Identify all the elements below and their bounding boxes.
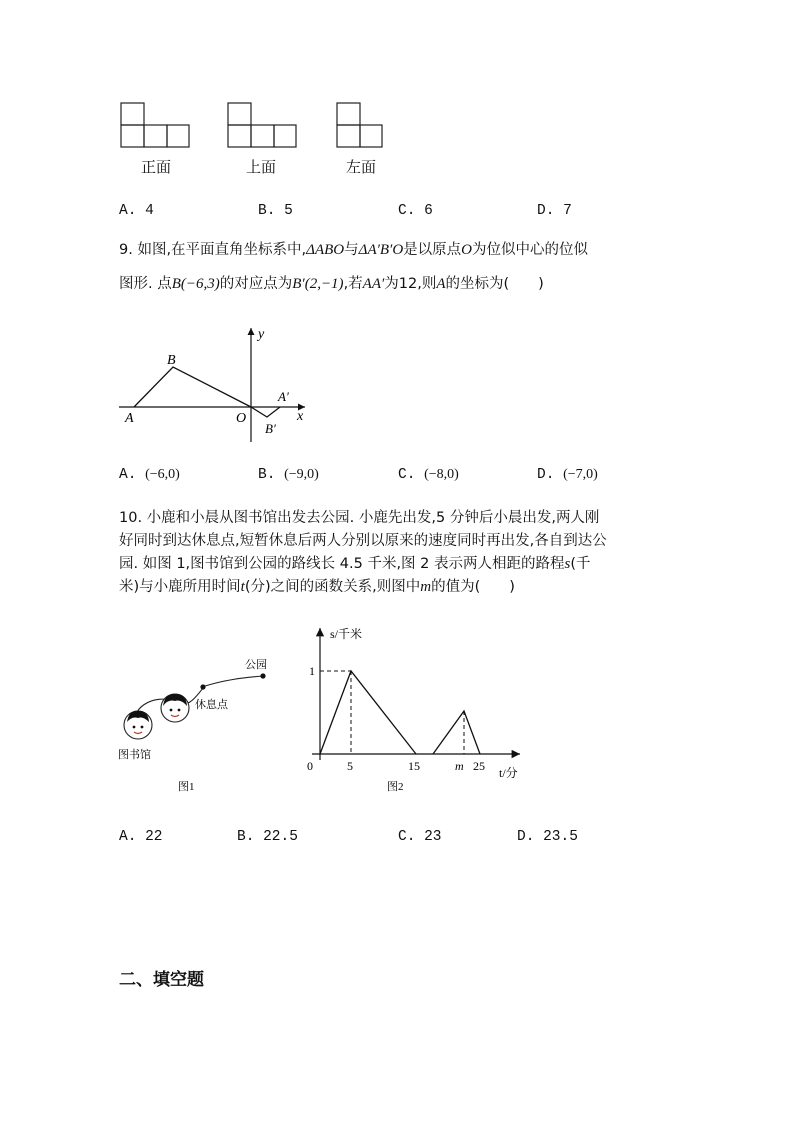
three-view-figures (118, 100, 398, 152)
x-tick-15: 15 (408, 759, 420, 773)
x-tick-0: 0 (307, 759, 313, 773)
q10-line-4: 米)与小鹿所用时间t(分)之间的函数关系,则图中m的值为( ) (119, 579, 515, 595)
label-y: y (258, 327, 265, 342)
triangle-abo-shape (134, 367, 251, 407)
label-a: A (125, 411, 134, 426)
q9-option-b[interactable]: B. (−9,0) (258, 467, 319, 483)
label-library: 图书馆 (118, 749, 151, 761)
q9-coordinate-figure (115, 322, 315, 447)
point-b-prime: B′(2,−1) (292, 276, 344, 292)
label-b-prime: B′ (265, 421, 276, 436)
q10-line-2: 好同时到达休息点,短暂休息后两人分别以原来的速度同时再出发,各自到达公 (119, 533, 607, 549)
triangle-a2b2o-shape (251, 407, 280, 417)
park-dot (260, 673, 265, 678)
q8-option-b[interactable]: B. 5 (258, 203, 293, 219)
distance-line-2 (433, 711, 480, 754)
q9-option-d[interactable]: D. (−7,0) (537, 467, 598, 483)
q9-option-c[interactable]: C. (−8,0) (398, 467, 459, 483)
distance-line (320, 671, 416, 754)
q10-option-b[interactable]: B. 22.5 (237, 829, 298, 845)
q10-option-a[interactable]: A. 22 (119, 829, 163, 845)
label-a-prime: A′ (278, 389, 289, 404)
label-rest-point: 休息点 (195, 699, 228, 711)
label-park: 公园 (245, 659, 267, 671)
x-tick-25: 25 (473, 759, 485, 773)
view-label-top: 上面 (246, 158, 277, 176)
y-tick-1: 1 (309, 664, 315, 678)
q10-figure-2-graph (290, 620, 530, 800)
q10-option-c[interactable]: C. 23 (398, 829, 442, 845)
q8-option-c[interactable]: C. 6 (398, 203, 433, 219)
q8-option-a[interactable]: A. 4 (119, 203, 154, 219)
kid-face-icon-2 (161, 694, 189, 722)
rest-point-dot (200, 684, 205, 689)
s-axis-label: s/千米 (330, 627, 363, 641)
q9-option-a[interactable]: A. (−6,0) (119, 467, 180, 483)
label-x: x (297, 409, 304, 424)
label-b: B (167, 353, 176, 368)
q10-line-1: 10. 小鹿和小晨从图书馆出发去公园. 小鹿先出发,5 分钟后小晨出发,两人刚 (119, 510, 600, 526)
t-axis-label: t/分 (499, 766, 518, 780)
figure-1-caption: 图1 (178, 781, 195, 793)
q10-option-d[interactable]: D. 23.5 (517, 829, 578, 845)
x-tick-m: m (455, 759, 464, 773)
view-label-front: 正面 (141, 158, 172, 176)
kid-face-icon-1 (124, 711, 152, 739)
section-title-fill-in: 二、填空题 (119, 970, 204, 990)
q9-line-1: 9. 如图,在平面直角坐标系中,ΔABO与ΔA′B′O是以原点O为位似中心的位似 (119, 242, 589, 258)
figure-2-caption: 图2 (387, 781, 404, 793)
point-b: B(−6,3) (171, 276, 220, 292)
q10-line-3: 园. 如图 1,图书馆到公园的路线长 4.5 千米,图 2 表示两人相距的路程s(千 (119, 556, 591, 572)
view-label-left: 左面 (346, 158, 377, 176)
triangle-a2b2o: ΔA′B′O (358, 242, 404, 258)
q8-option-d[interactable]: D. 7 (537, 203, 572, 219)
x-tick-5: 5 (347, 759, 353, 773)
q9-line-2: 图形. 点B(−6,3)的对应点为B′(2,−1),若AA′为12,则A的坐标为( ) (119, 276, 544, 292)
q10-figure-1-route (115, 650, 285, 800)
label-o: O (236, 411, 247, 426)
triangle-abo: ΔABO (306, 242, 345, 258)
